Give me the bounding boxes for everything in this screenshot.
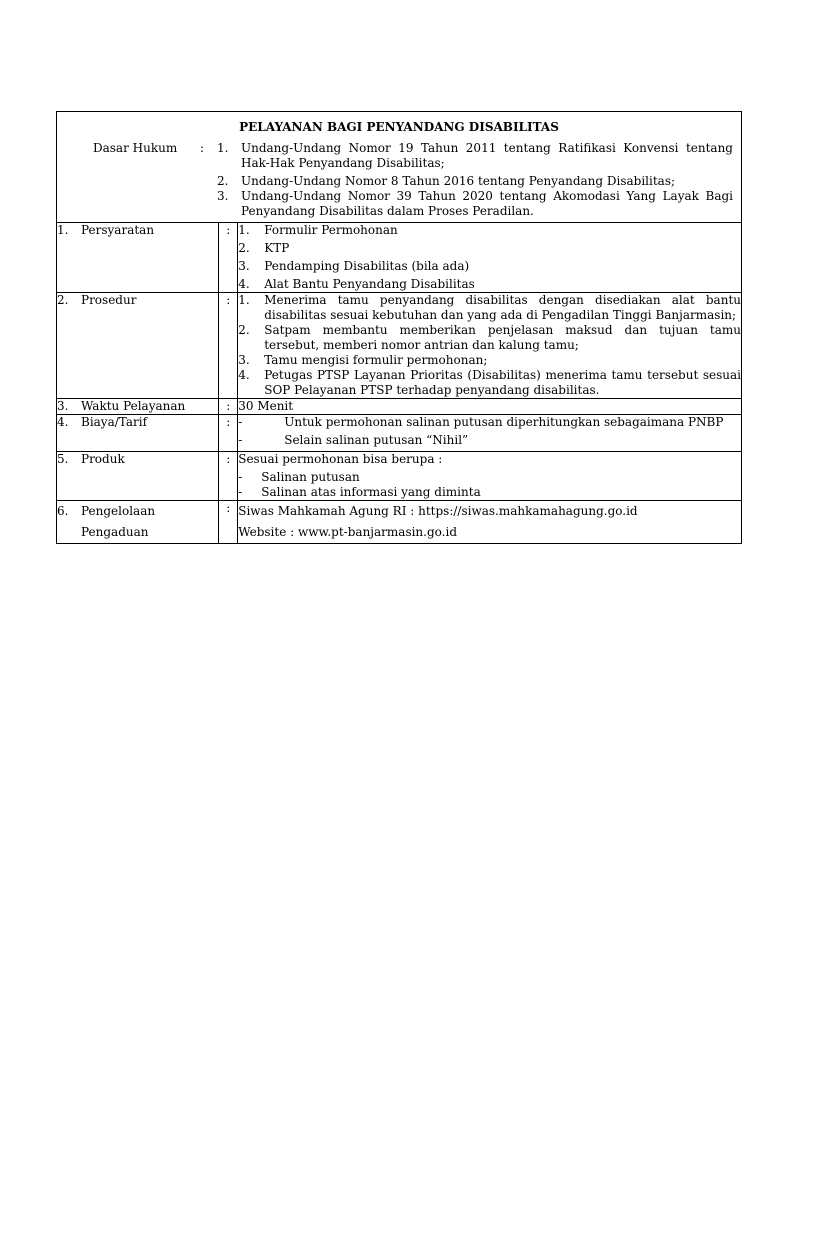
list-item-text: Undang-Undang Nomor 8 Tahun 2016 tentang Penyandang Disabilitas; (241, 174, 676, 188)
list-item-number: 2. (238, 241, 250, 255)
list-item-text: Satpam membantu memberikan penjelasan maksud dan tujuan tamu tersebut, memberi nomor antrian dan kalung tamu; (264, 323, 741, 352)
row-colon: : (219, 293, 238, 399)
row-content (238, 501, 742, 544)
dasar-hukum-list (217, 141, 733, 219)
row-content: 30 Menit (238, 399, 742, 415)
row-label-cell (57, 293, 219, 399)
list-item-number: 2. (238, 323, 250, 337)
row-number: 2. (57, 293, 69, 307)
list-item-number: 1. (238, 223, 250, 237)
list-item-number: 3. (238, 259, 250, 273)
table-row (57, 399, 742, 415)
list-item-text: Selain salinan putusan “Nihil” (284, 433, 469, 447)
list-item-number: 4. (238, 368, 250, 382)
list-item (217, 141, 733, 171)
list-item-text: Alat Bantu Penyandang Disabilitas (264, 277, 475, 291)
dash-bullet: - (238, 433, 243, 447)
row-colon: : (219, 452, 238, 501)
row-colon: : (219, 223, 238, 293)
header-cell (57, 112, 742, 223)
list-item-number: 3. (217, 189, 229, 203)
row-label-cell (57, 501, 219, 544)
row-number: 6. (57, 504, 69, 518)
row-label-cell (57, 399, 219, 415)
dash-bullet: - (238, 485, 243, 499)
row-label: Waktu Pelayanan (81, 399, 186, 413)
row-colon: : (219, 415, 238, 452)
website-text: Website : www.pt-banjarmasin.go.id (238, 525, 458, 539)
dasar-hukum-colon: : (200, 141, 205, 155)
list-item-text: Formulir Permohonan (264, 223, 398, 237)
list-item-text: Salinan atas informasi yang diminta (261, 485, 481, 499)
row-content (238, 293, 742, 399)
row-label: Pengelolaan (81, 504, 156, 518)
list-item-text: Menerima tamu penyandang disabilitas dengan disediakan alat bantu disabilitas sesuai kebutuhan dan yang ada di Pengadilan Tinggi Banjarmasin; (264, 293, 741, 322)
list-item-number: 4. (238, 277, 250, 291)
table-row (57, 223, 742, 293)
list-item (238, 277, 741, 292)
list-item-text: Petugas PTSP Layanan Prioritas (Disabilitas) menerima tamu tersebut sesuai SOP Pelayanan PTSP terhadap penyandang disabilitas. (264, 368, 741, 397)
row-content (238, 223, 742, 293)
dash-bullet: - (238, 470, 243, 484)
row-label: Prosedur (81, 293, 137, 307)
list-item (238, 323, 741, 353)
list-item (217, 189, 733, 219)
dasar-hukum-label: Dasar Hukum (93, 141, 178, 155)
row-label: Produk (81, 452, 125, 466)
service-table (56, 111, 742, 544)
table-row (57, 452, 742, 501)
list-item (238, 223, 741, 238)
row-number: 1. (57, 223, 69, 237)
list-item (238, 368, 741, 398)
list-item-text: Tamu mengisi formulir permohonan; (264, 353, 488, 367)
table-row (57, 501, 742, 544)
row-colon: : (219, 399, 238, 415)
list-item (238, 259, 741, 274)
row-content (238, 452, 742, 501)
list-item-text: Pendamping Disabilitas (bila ada) (264, 259, 470, 273)
table-row (57, 415, 742, 452)
list-item (238, 293, 741, 323)
list-item-text: Undang-Undang Nomor 19 Tahun 2011 tentang Ratifikasi Konvensi tentang Hak-Hak Penyandang Disabilitas; (241, 141, 733, 170)
row-label-cell (57, 223, 219, 293)
dasar-hukum-section (65, 141, 733, 219)
list-item-number: 1. (217, 141, 229, 155)
list-item (238, 470, 741, 485)
row-label-cell (57, 415, 219, 452)
row-label: Persyaratan (81, 223, 155, 237)
row-number: 5. (57, 452, 69, 466)
row-label-cell (57, 452, 219, 501)
list-item-number: 2. (217, 174, 229, 188)
table-row (57, 293, 742, 399)
page-title: PELAYANAN BAGI PENYANDANG DISABILITAS (239, 120, 559, 134)
list-item (238, 433, 741, 448)
list-item-text: KTP (264, 241, 290, 255)
row-label-continued: Pengaduan (81, 525, 149, 539)
list-item (238, 241, 741, 256)
list-item-number: 3. (238, 353, 250, 367)
row-content (238, 415, 742, 452)
list-item (238, 415, 741, 430)
list-item-text: Untuk permohonan salinan putusan diperhitungkan sebagaimana PNBP (284, 415, 724, 429)
row-number: 3. (57, 399, 69, 413)
list-item-text: Salinan putusan (261, 470, 360, 484)
row-number: 4. (57, 415, 69, 429)
row-label: Biaya/Tarif (81, 415, 148, 429)
row-colon: : (219, 501, 238, 544)
list-item (238, 353, 741, 368)
siwas-link-text: Siwas Mahkamah Agung RI : https://siwas.mahkamahagung.go.id (238, 504, 638, 518)
header-row (57, 112, 742, 223)
dash-bullet: - (238, 415, 243, 429)
list-item (238, 485, 741, 500)
list-item (217, 174, 733, 189)
produk-intro: Sesuai permohonan bisa berupa : (238, 452, 443, 466)
list-item-number: 1. (238, 293, 250, 307)
list-item-text: Undang-Undang Nomor 39 Tahun 2020 tentang Akomodasi Yang Layak Bagi Penyandang Disabilitas dalam Proses Peradilan. (241, 189, 733, 218)
